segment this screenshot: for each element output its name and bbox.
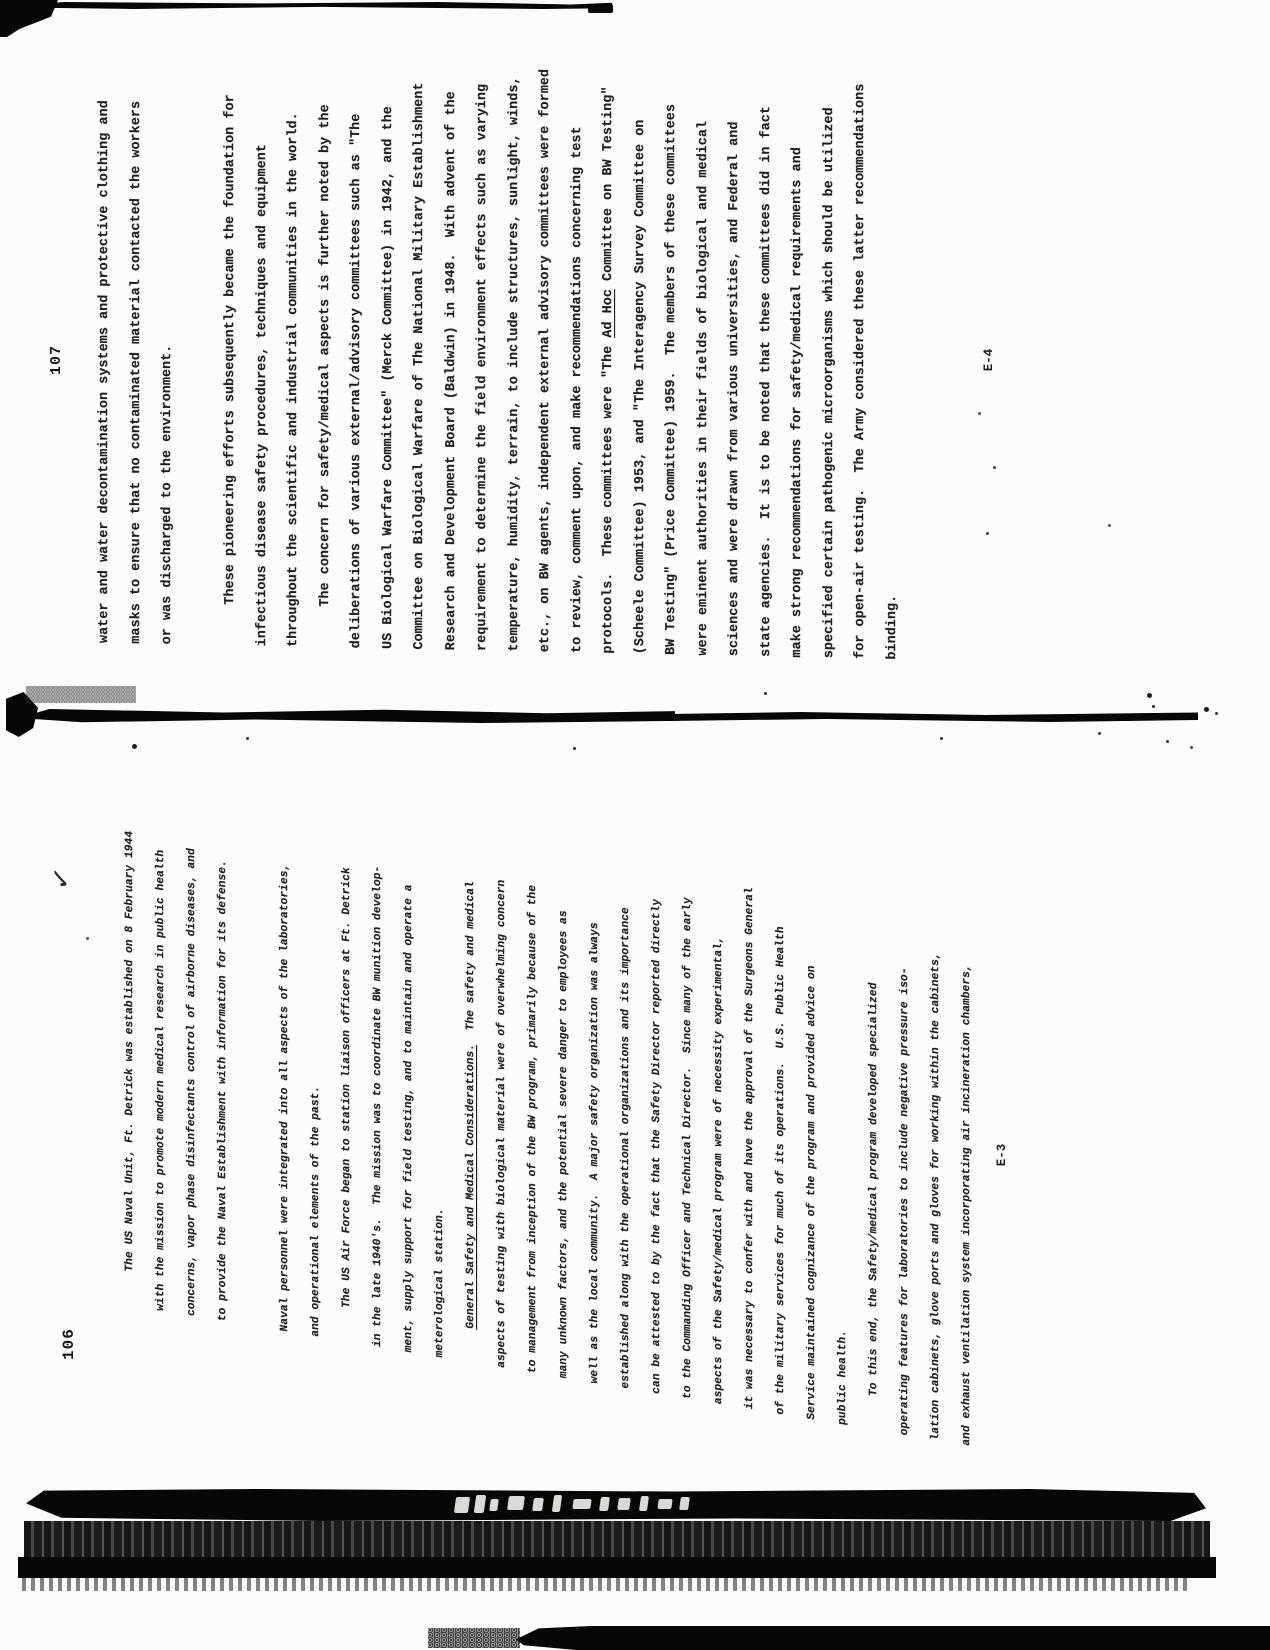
text-line: it was necessary to confer with and have the approval of the Surgeons General <box>744 886 756 1411</box>
text-line: were eminent authorities in their fields of biological and medical <box>695 120 711 656</box>
text-line: requirement to determine the field environment effects such as varying <box>475 83 490 652</box>
text-line: and exhaust ventilation system incorporating air incineration chambers, <box>961 963 973 1447</box>
page-text <box>98 37 917 660</box>
text-line: etc., on BW agents, independent external advisory committees were formed <box>538 68 553 653</box>
stamp-remnant <box>454 1497 470 1513</box>
scan-artifact-texture-band <box>24 1521 1210 1557</box>
text-line: make strong recommendations for safety/medical requirements and <box>790 147 805 658</box>
stamp-remnant <box>507 1496 525 1510</box>
text-line: in the late 1940's. The mission was to coordinate BW munition develop- <box>372 865 384 1349</box>
stamp-remnant <box>679 1497 690 1510</box>
blank-line <box>193 39 225 646</box>
stamp-remnant <box>572 1499 591 1509</box>
handwritten-checkmark: ✓ <box>43 864 80 893</box>
text-line: binding. <box>884 594 900 660</box>
scan-artifact-noise-strip <box>26 686 136 703</box>
text-line: temperature, humidity, terrain, to include structures, sunlight, winds, <box>506 76 522 652</box>
text-line: water and water decontamination systems and protective clothing and <box>97 100 112 644</box>
scan-artifact-solid-band <box>18 1557 1216 1578</box>
text-line: specified certain pathogenic microorganisms which should be utilized <box>821 107 837 659</box>
text-line: (Scheele Committee) 1953, and "The Interagency Survey Committee on <box>632 119 648 655</box>
text-line: to the Commanding Officer and Technical Director. Since many of the early <box>682 896 694 1401</box>
text-line: Committee on Biological Warfare of The National Military Establishment <box>412 82 427 650</box>
scan-artifact-corner-band <box>516 1626 1270 1650</box>
stamp-remnant <box>532 1498 544 1511</box>
scan-artifact-corner-blob <box>0 0 58 37</box>
stamp-remnant <box>552 1495 562 1512</box>
text-line: aspects of the Safety/medical program were of necessity experimental, <box>713 935 725 1406</box>
page-106 <box>40 820 1030 1490</box>
text-line: Service maintained cognizance of the program and provided advice on <box>806 964 818 1421</box>
text-line: lation cabinets, glove ports and gloves for working within the cabinets, <box>930 951 942 1442</box>
stamp-remnant <box>617 1498 631 1510</box>
text-line: can be attested to by the fact that the Safety Director reported directly <box>651 898 663 1396</box>
text-line: US Biological Warfare Committee" (Merck Committee) in 1942, and the <box>380 106 396 650</box>
scan-artifact-streak-band <box>22 1578 1192 1591</box>
scan-artifact-mid-streak <box>668 712 1198 722</box>
text-line: infectious disease safety procedures, techniques and equipment <box>254 143 270 647</box>
page-number: 107 <box>48 345 65 376</box>
page-107 <box>40 55 1010 665</box>
text-line: with the mission to promote modern medical research in public health <box>155 849 167 1313</box>
text-line: to review, comment upon, and make recommendations concerning test <box>569 126 585 654</box>
page-text <box>125 785 993 1450</box>
text-line: sciences and were drawn from various universities, and Federal and <box>727 121 742 657</box>
text-line: The US Naval Unit, Ft. Detrick was established on 8 February 1944 <box>124 830 136 1273</box>
text-line: The US Air Force began to station liaison officers at Ft. Detrick <box>341 866 353 1310</box>
text-line: The concern for safety/medical aspects is further noted by the <box>317 104 333 607</box>
text-line: General Safety and Medical Considerations. The safety and medical <box>465 880 477 1330</box>
text-line: or was discharged to the environment. <box>160 344 175 645</box>
scan-artifact-bottom-band <box>26 1489 1206 1521</box>
text-line: aspects of testing with biological material were of overwhelming concern <box>496 878 508 1370</box>
text-line: These pioneering efforts subsequently became the foundation for <box>223 94 238 605</box>
text-line: operating features for laboratories to include negative pressure iso- <box>899 966 911 1437</box>
blank-line <box>249 806 280 1331</box>
text-line: for open-air testing. The Army considered these latter recommendations <box>853 83 868 660</box>
text-line: well as the local community. A major safety organization was always <box>589 921 601 1385</box>
text-line: and operational elements of the past. <box>310 1085 322 1338</box>
stamp-remnant <box>599 1497 610 1511</box>
text-line: state agencies. It is to be noted that these committees did in fact <box>758 105 774 658</box>
text-line: meterological station. <box>434 1207 446 1359</box>
stamp-remnant <box>639 1496 649 1511</box>
stamp-remnant <box>489 1499 499 1511</box>
page-footer: E-4 <box>982 348 996 372</box>
stamp-remnant <box>657 1499 672 1509</box>
text-line: ment, supply support for field testing, and to maintain and operate a <box>403 883 415 1354</box>
scan-artifact-mid-streak <box>30 709 675 723</box>
text-line: masks to ensure that no contaminated material contacted the workers <box>128 100 144 644</box>
scan-artifact-top-streak <box>30 2 612 9</box>
text-line: many unknown factors, and the potential severe danger to employees as <box>558 909 570 1380</box>
text-line: deliberations of various external/advisory committees such as "The <box>349 113 364 649</box>
text-line: to management from inception of the BW program, primarily because of the <box>527 884 539 1375</box>
text-line: of the military services for much of its operations. U.S. Public Health <box>775 925 787 1416</box>
text-line: Naval personnel were integrated into all aspects of the laboratories, <box>279 862 291 1333</box>
text-line: To this end, the Safety/medical program developed specialized <box>868 981 880 1398</box>
text-line: to provide the Naval Establishment with information for its defense. <box>217 859 229 1323</box>
text-line: BW Testing" (Price Committee) 1959. The members of these committees <box>664 103 679 656</box>
stamp-remnant <box>474 1495 487 1513</box>
page-106-region <box>40 820 1030 1490</box>
page-number: 106 <box>60 1328 78 1360</box>
text-line: established along with the operational organizations and its importance <box>620 906 632 1390</box>
text-line: protocols. These committees were "The Ad Hoc Committee on BW Testing" <box>601 86 616 654</box>
page-footer: E-3 <box>995 1143 1009 1167</box>
text-line: throughout the scientific and industrial communities in the world. <box>286 112 301 648</box>
text-line: Research and Development Board (Baldwin) in 1948. With advent of the <box>443 91 459 651</box>
page-107-region <box>40 55 1010 665</box>
scan-artifact-speckles <box>428 1628 520 1648</box>
scan-artifact-top-dash <box>588 4 613 13</box>
text-line: public health. <box>837 1329 849 1427</box>
text-line: concerns, vapor phase disinfectants control of airborne diseases, and <box>186 847 198 1318</box>
